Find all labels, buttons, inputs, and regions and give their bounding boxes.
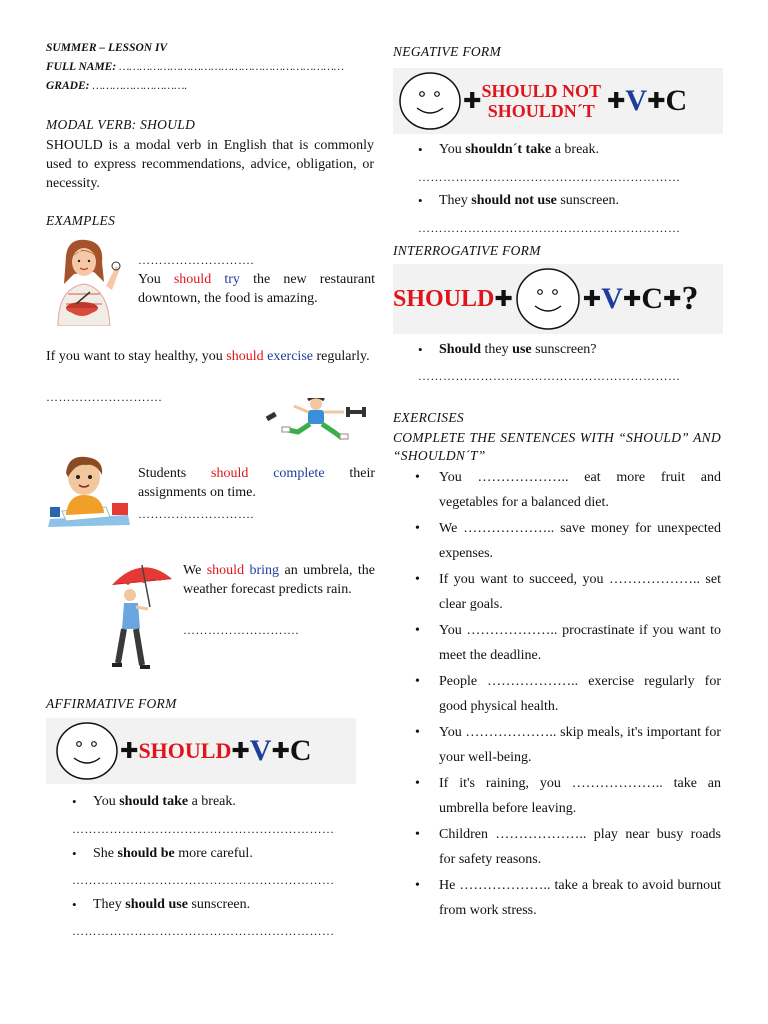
- negative-item-1-pre: You: [439, 142, 466, 157]
- plus-icon: ✚: [647, 88, 666, 113]
- plus-icon: ✚: [582, 286, 602, 311]
- exercise-text: You ……………….. skip meals, it's important for your well-being.: [439, 725, 721, 765]
- exercises-instruction: COMPLETE THE SENTENCES WITH “SHOULD” AND “SHOULDN´T”: [393, 430, 721, 463]
- interrogative-formula-should: SHOULD: [393, 285, 495, 312]
- interrogative-item-1: [418, 338, 739, 362]
- exercise-item[interactable]: [393, 669, 721, 719]
- modal-heading: MODAL VERB: SHOULD: [46, 117, 196, 132]
- exercise-text: People ……………….. exercise regularly for good physical health.: [439, 674, 721, 714]
- interrogative-heading: INTERROGATIVE FORM: [393, 243, 541, 258]
- bullet: •: [418, 142, 423, 157]
- lesson-title: SUMMER – LESSON IV: [46, 42, 168, 54]
- interrogative-item-1-bold: Should: [439, 342, 482, 357]
- exercise-text: You ……………….. eat more fruit and vegetables for a balanced diet.: [439, 470, 721, 510]
- exercise-text: We ……………….. save money for unexpected expenses.: [439, 521, 721, 561]
- affirmative-item-1: [72, 790, 393, 814]
- interrogative-item-1-blank[interactable]: ………………………………………………………: [418, 369, 681, 383]
- example-1-verb: try: [224, 272, 240, 287]
- bullet: •: [415, 572, 420, 587]
- subject-smiley-icon: [395, 70, 465, 132]
- bullet: •: [415, 776, 420, 791]
- affirmative-item-3-post: sunscreen.: [187, 897, 251, 912]
- affirmative-item-3-pre: They: [93, 897, 126, 912]
- example-2-blank[interactable]: ……………………….: [46, 390, 162, 404]
- full-name-label: FULL NAME:: [46, 61, 117, 73]
- example-4-post: an umbrela, the weather forecast predicts rain.: [183, 563, 376, 597]
- plus-icon: ✚: [120, 738, 139, 763]
- full-name-field[interactable]: …………………………………………………………: [119, 61, 345, 73]
- example-4-blank[interactable]: ……………………….: [183, 623, 299, 637]
- formula-verb-letter: V: [249, 734, 272, 767]
- exercise-item[interactable]: [393, 873, 721, 923]
- exercise-item[interactable]: [393, 771, 721, 821]
- affirmative-item-1-pre: You: [93, 794, 120, 809]
- subject-smiley-icon: [513, 266, 583, 332]
- full-name-line: [46, 61, 344, 73]
- example-3-pre: Students: [138, 466, 212, 481]
- formula-complement-letter: C: [641, 282, 664, 315]
- bullet: •: [72, 846, 77, 861]
- exercise-item[interactable]: [393, 822, 721, 872]
- interrogative-item-1-post: sunscreen?: [531, 342, 597, 357]
- interrogative-formula: [393, 264, 723, 334]
- exercise-item[interactable]: [393, 516, 721, 566]
- plus-icon: ✚: [622, 286, 642, 311]
- formula-verb-letter: V: [601, 282, 623, 315]
- grade-label: GRADE:: [46, 80, 90, 92]
- example-4-should: should: [206, 563, 245, 578]
- exercising-boy-illustration: [264, 398, 370, 440]
- bullet: •: [418, 342, 423, 357]
- formula-verb-letter: V: [625, 84, 648, 117]
- bullet: •: [415, 725, 420, 740]
- example-1-blank[interactable]: ……………………….: [138, 253, 254, 267]
- example-1-post: the new restaurant downtown, the food is amazing.: [138, 272, 375, 306]
- example-3-verb: complete: [273, 466, 325, 481]
- subject-smiley-icon: [52, 720, 122, 782]
- negative-heading: NEGATIVE FORM: [393, 44, 502, 59]
- umbrella-man-illustration: [106, 559, 176, 671]
- examples-heading: EXAMPLES: [46, 213, 116, 228]
- example-3-sentence: [138, 464, 375, 502]
- negative-item-2-blank[interactable]: ………………………………………………………: [418, 221, 681, 235]
- grade-field[interactable]: ……………………….: [92, 80, 188, 92]
- negative-item-1-post: a break.: [551, 142, 599, 157]
- bullet: •: [72, 897, 77, 912]
- example-1-pre: You: [138, 272, 174, 287]
- negative-formula: [393, 68, 723, 134]
- example-2-should: should: [226, 349, 264, 364]
- negative-item-2-bold: should not use: [471, 193, 557, 208]
- affirmative-item-2-blank[interactable]: ………………………………………………………: [72, 873, 335, 887]
- example-2-sentence: [46, 347, 375, 366]
- negative-item-1-blank[interactable]: ………………………………………………………: [418, 170, 681, 184]
- affirmative-item-3-blank[interactable]: ………………………………………………………: [72, 924, 335, 938]
- plus-icon: ✚: [494, 286, 513, 311]
- bullet: •: [415, 623, 420, 638]
- bullet: •: [415, 470, 420, 485]
- negative-item-1: [418, 138, 739, 162]
- bullet: •: [415, 674, 420, 689]
- interrogative-item-1-bold-verb: use: [512, 342, 532, 357]
- example-2-pre: If you want to stay healthy, you: [46, 349, 227, 364]
- exercise-text: If you want to succeed, you ……………….. set clear goals.: [439, 572, 721, 612]
- affirmative-item-1-post: a break.: [188, 794, 236, 809]
- exercise-item[interactable]: [393, 465, 721, 515]
- affirmative-formula: [46, 718, 356, 784]
- negative-formula-shouldnt: SHOULDN´T: [487, 101, 595, 121]
- exercise-item[interactable]: [393, 720, 721, 770]
- formula-complement-letter: C: [665, 84, 688, 117]
- exercise-item[interactable]: [393, 567, 721, 617]
- modal-intro: SHOULD is a modal verb in English that is commonly used to express recommendations, advice, obligation, or necessity.: [46, 138, 374, 191]
- exercises-list: [393, 465, 721, 924]
- grade-line: [46, 80, 187, 92]
- student-illustration: [46, 455, 132, 529]
- negative-item-1-bold: shouldn´t take: [465, 142, 552, 157]
- affirmative-item-2-post: more careful.: [174, 846, 253, 861]
- affirmative-item-2: [72, 842, 393, 866]
- example-4-sentence: [183, 561, 375, 599]
- negative-formula-words: [481, 81, 601, 121]
- exercises-heading: EXERCISES: [393, 410, 464, 425]
- affirmative-item-2-pre: She: [93, 846, 118, 861]
- example-3-should: should: [211, 466, 249, 481]
- negative-formula-should-not: SHOULD NOT: [481, 81, 601, 101]
- negative-item-2-pre: They: [439, 193, 472, 208]
- bullet: •: [72, 794, 77, 809]
- exercise-text: He ……………….. take a break to avoid burnout from work stress.: [439, 878, 721, 918]
- example-1-sentence: [138, 270, 375, 308]
- affirmative-item-1-bold: should take: [119, 794, 189, 809]
- formula-complement-letter: C: [289, 734, 312, 767]
- plus-icon: ✚: [663, 286, 682, 311]
- example-1-should: should: [173, 272, 212, 287]
- woman-eating-illustration: [46, 234, 124, 326]
- plus-icon: ✚: [271, 738, 290, 763]
- example-3-post: their assignments on time.: [138, 466, 376, 500]
- affirmative-item-3: [72, 893, 393, 917]
- bullet: •: [415, 878, 420, 893]
- affirmative-item-1-blank[interactable]: ………………………………………………………: [72, 822, 335, 836]
- negative-item-2: [418, 189, 739, 213]
- affirmative-heading: AFFIRMATIVE FORM: [46, 696, 177, 711]
- exercise-text: Children ……………….. play near busy roads for safety reasons.: [439, 827, 721, 867]
- exercise-text: If it's raining, you ……………….. take an umbrella before leaving.: [439, 776, 721, 816]
- example-4-verb: bring: [249, 563, 280, 578]
- interrogative-item-1-mid: they: [481, 342, 513, 357]
- affirmative-item-2-bold: should be: [117, 846, 175, 861]
- plus-icon: ✚: [231, 738, 250, 763]
- plus-icon: ✚: [463, 88, 482, 113]
- exercise-item[interactable]: [393, 618, 721, 668]
- question-mark: ?: [681, 280, 699, 317]
- affirmative-formula-should: SHOULD: [138, 738, 232, 763]
- bullet: •: [418, 193, 423, 208]
- example-4-pre: We: [183, 563, 207, 578]
- example-3-blank[interactable]: ……………………….: [138, 507, 254, 521]
- affirmative-item-3-bold: should use: [125, 897, 188, 912]
- bullet: •: [415, 521, 420, 536]
- example-2-post: regularly.: [312, 349, 370, 364]
- plus-icon: ✚: [606, 88, 626, 113]
- exercise-text: You ……………….. procrastinate if you want to meet the deadline.: [439, 623, 721, 663]
- bullet: •: [415, 827, 420, 842]
- example-2-verb: exercise: [267, 349, 313, 364]
- negative-item-2-post: sunscreen.: [556, 193, 620, 208]
